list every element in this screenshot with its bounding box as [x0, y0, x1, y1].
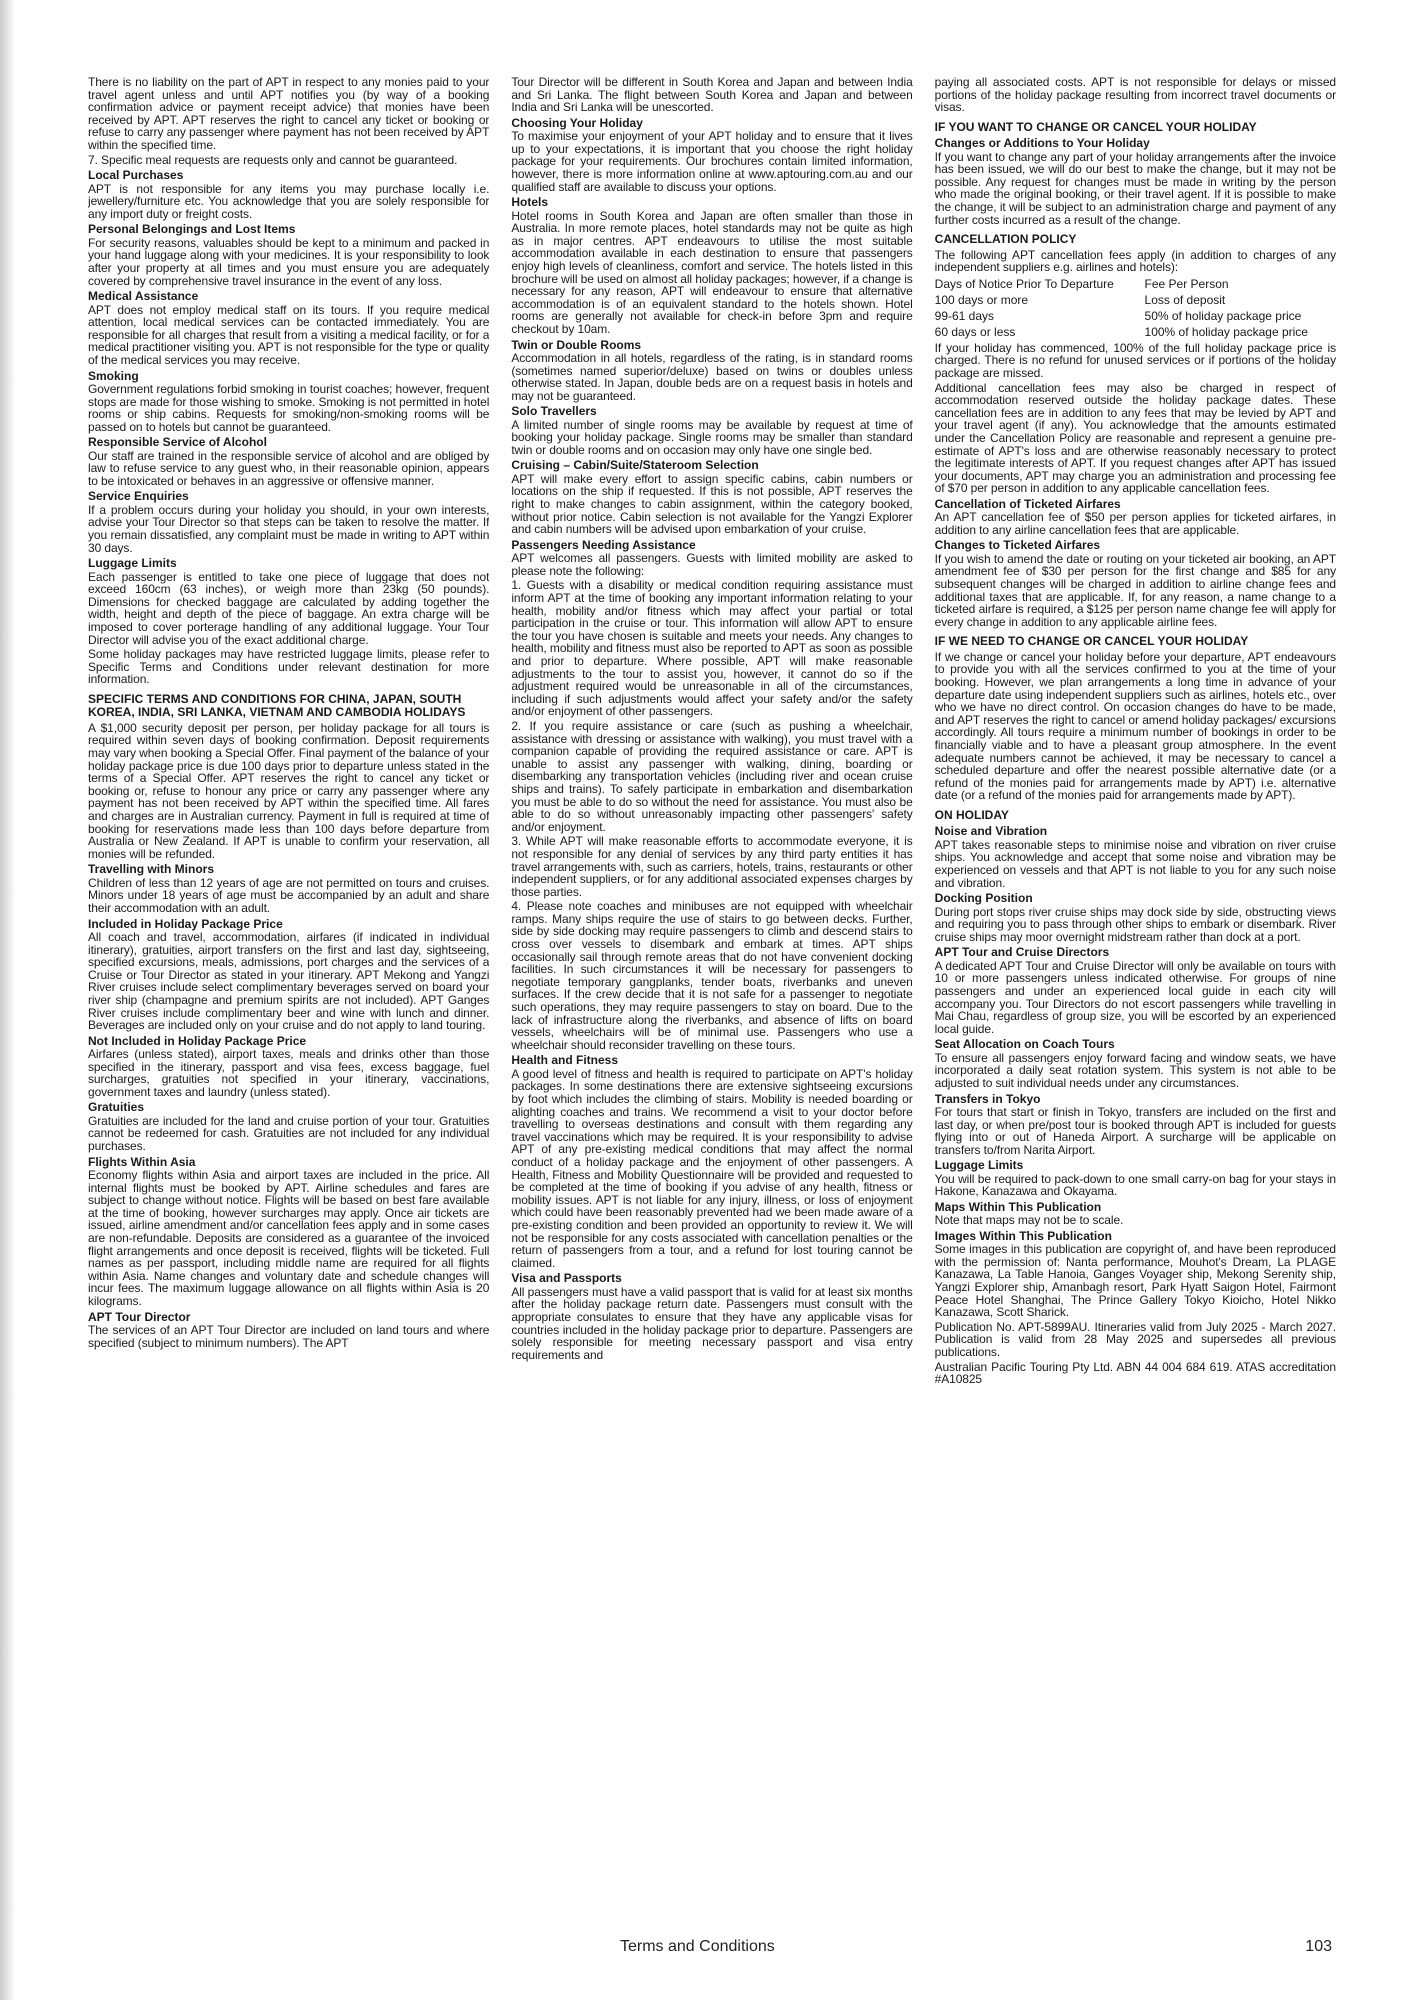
- paragraph: A good level of fitness and health is required to participate on APT's holiday packages. In some destinations there are extensive sightseeing excursions by foot which includes the climbing of stairs. Mobility is needed boarding or alighting coaches and trains. We recommend a visit to your doctor before travelling to overseas destinations and consult with them regarding any travel vaccinations which may be required. It is your responsibility to advise APT of any pre-existing medical conditions that may affect the normal conduct of a holiday package and the enjoyment of other passengers. A Health, Fitness and Mobility Questionnaire will be provided and requested to be completed at the time of booking if you advise of any health, fitness or mobility issues. APT is not liable for any injury, illness, or loss of enjoyment which could have been reasonably prevented had we been made aware of a pre-existing condition and been provided an opportunity to review it. We will not be responsible for any costs associated with cancellation penalties or the return of passengers from a tour, and a refund for lost touring cannot be claimed.: [511, 1066, 913, 1270]
- paragraph: 3. While APT will make reasonable efforts to accommodate everyone, it is not responsible for any denial of services by any third party entities it has travel arrangements with, such as carriers, hotels, trains, restaurants or other independent suppliers, or for any additional associated expenses charges by those parties.: [511, 834, 913, 899]
- table-cell: 100 days or more: [934, 292, 1029, 307]
- footer-section-title: Terms and Conditions: [620, 1938, 775, 1955]
- subheading: Included in Holiday Package Price: [88, 916, 283, 931]
- paragraph: The following APT cancellation fees apply (in addition to charges of any independent suppliers e.g. airlines and hotels):: [934, 247, 1336, 275]
- subheading: Smoking: [88, 368, 139, 383]
- page-binding-edge: [0, 0, 16, 2000]
- table-cell: Loss of deposit: [1144, 292, 1226, 307]
- paragraph: To maximise your enjoyment of your APT holiday and to ensure that it lives up to your expectations, it is important that you choose the right holiday package for your requirements. Our brochures contain limited information, however, there is more information online at www.aptouring.com.au and our qualified staff are available to discuss your options.: [511, 129, 913, 194]
- paragraph: To ensure all passengers enjoy forward facing and window seats, we have incorporated a daily seat rotation system. This system is not able to be adjusted to suit individual needs under any circumstances.: [934, 1050, 1336, 1090]
- paragraph: Some images in this publication are copyright of, and have been reproduced with the permission of: Nanta performance, Mouhot's Dream, La PLAGE Kanazawa, La Table Hanoia, Ganges Voyager ship, Mekong Serenity ship, Yangzi Explorer ship, Amanbagh resort, Park Hyatt Saigon Hotel, Fairmont Peace Hotel Shanghai, The Prince Gallery Tokyo Kioicho, Hotel Nikko Kanazawa, Scott Sharick.: [934, 1242, 1336, 1320]
- paragraph: APT does not employ medical staff on its tours. If you require medical attention, local medical services can be contacted immediately. You are responsible for all charges that result from a visiting a medical facility, or for a medical practitioner visiting you. APT is not responsible for the type or quality of the medical services you may receive.: [88, 302, 490, 367]
- paragraph: APT will make every effort to assign specific cabins, cabin numbers or locations on the ship if requested. If this is not possible, APT reserves the right to make changes to cabin assignment, within the category booked, without prior notice. Cabin selection is not available for the Yangzi Explorer and cabin numbers will be advised upon embarkation of your cruise.: [511, 471, 913, 537]
- paragraph: A $1,000 security deposit per person, per holiday package for all tours is required within seven days of booking confirmation. Deposit requirements may vary when booking a Special Offer. Final payment of the balance of your holiday package price is due 100 days prior to departure unless stated in the terms of a Special Offer. APT reserves the right to cancel any ticket or booking or, refuse to honour any price or carry any passenger where any payment has not been received by APT within the specified time. All fares and charges are in Australian currency. Payment in full is required at time of booking for reservations made less than 100 days before departure from Australia or New Zealand. If APT is unable to confirm your reservation, all monies will be refunded.: [88, 720, 490, 861]
- subheading: Changes to Ticketed Airfares: [934, 538, 1101, 553]
- paragraph: Note that maps may not be to scale.: [934, 1213, 1124, 1228]
- subheading: Maps Within This Publication: [934, 1199, 1102, 1214]
- paragraph: Accommodation in all hotels, regardless of the rating, is in standard rooms (sometimes named superior/deluxe) based on twins or doubles unless otherwise stated. In Japan, double beds are on a request basis in hotels and may not be guaranteed.: [511, 350, 913, 403]
- subheading: Medical Assistance: [88, 289, 199, 304]
- subheading: Flights Within Asia: [88, 1154, 196, 1169]
- section-heading: CANCELLATION POLICY: [934, 232, 1077, 247]
- subheading: Service Enquiries: [88, 489, 189, 504]
- subheading: Responsible Service of Alcohol: [88, 435, 267, 450]
- paragraph: If your holiday has commenced, 100% of the full holiday package price is charged. There is no refund for unused services or if portions of the holiday package are missed.: [934, 340, 1336, 380]
- subheading: Transfers in Tokyo: [934, 1091, 1041, 1106]
- paragraph: Our staff are trained in the responsible service of alcohol and are obliged by law to refuse service to any guest who, in their reasonable opinion, appears to be intoxicated or behaves in an aggressive or offensive manner.: [88, 448, 490, 488]
- table-cell: 99-61 days: [934, 308, 995, 323]
- table-row: [935, 324, 1336, 340]
- table-cell: 60 days or less: [934, 324, 1016, 339]
- page-number: 103: [1305, 1938, 1332, 1955]
- paragraph: Economy flights within Asia and airport taxes are included in the price. All internal flights must be booked by APT. Airline schedules and fares are subject to change without notice. Flights will be based on best fare available at the time of booking, however surcharges may apply. Once air tickets are issued, airline amendment and/or cancellation fees apply and in some cases are non-refundable. Deposits are considered as a guarantee of the invoiced flight arrangements and once deposit is received, flights will be ticketed. Full names as per passport, including middle name are required for all flights within Asia. Name changes and voluntary date and schedule changes will incur fees. The maximum luggage allowance on all flights within Asia is 20 kilograms.: [88, 1168, 490, 1308]
- subheading: Luggage Limits: [88, 556, 177, 571]
- terms-columns: [88, 76, 1336, 1886]
- paragraph: A limited number of single rooms may be available by request at time of booking your holiday package. Single rooms may be smaller than standard twin or double rooms and on occasion may only have one single bed.: [511, 417, 913, 457]
- paragraph: Additional cancellation fees may also be charged in respect of accommodation reserved outside the holiday package dates. These cancellation fees are in addition to any fees that may be levied by APT and your travel agent (if any). You acknowledge that the amounts estimated under the Cancellation Policy are reasonable and represent a genuine pre-estimate of APT's loss and are otherwise reasonably necessary to protect the legitimate interests of APT. If you request changes after APT has issued your documents, APT may charge you an administration and processing fee of $70 per person in addition to any applicable cancellation fees.: [934, 380, 1336, 496]
- paragraph: If a problem occurs during your holiday you should, in your own interests, advise your Tour Director so that steps can be taken to resolve the matter. If you remain dissatisfied, any complaint must be made in writing to APT within 30 days.: [88, 502, 490, 555]
- subheading: Not Included in Holiday Package Price: [88, 1033, 307, 1048]
- paragraph: All coach and travel, accommodation, airfares (if indicated in individual itinerary), gratuities, airport transfers on the first and last day, sightseeing, specified excursions, meals, admissions, port charges and the services of a Cruise or Tour Director as stated in your itinerary. APT Mekong and Yangzi River cruises include select complimentary beverages served on board your river ship (champagne and premium spirits are not included). APT Ganges River cruises include complimentary beer and wine with lunch and dinner. Beverages are included only on your cruise and do not apply to land touring.: [88, 929, 490, 1033]
- table-row: [935, 308, 1336, 324]
- subheading: Choosing Your Holiday: [511, 115, 643, 130]
- paragraph: If you want to change any part of your holiday arrangements after the invoice has been issued, we will do our best to make the change, but it may not be possible. Any request for changes must be made in writing by the person who made the original booking, or their travel agent. If it is possible to make the change, it will be subject to an administration charge and payment of any further costs incurred as a result of the change.: [934, 149, 1336, 227]
- section-heading: IF YOU WANT TO CHANGE OR CANCEL YOUR HOLIDAY: [934, 119, 1257, 134]
- paragraph: Airfares (unless stated), airport taxes, meals and drinks other than those specified in the itinerary, passport and visa fees, excess baggage, fuel surcharges, gratuities not specified in your itinerary, vaccinations, government taxes and laundry (unless stated).: [88, 1047, 490, 1099]
- paragraph: During port stops river cruise ships may dock side by side, obstructing views and requiring you to pass through other ships to embark or disembark. River cruise ships may moor overnight midstream rather than dock at a port.: [934, 904, 1336, 944]
- column-2: [511, 76, 912, 1886]
- subheading: Luggage Limits: [934, 1158, 1024, 1173]
- paragraph: For security reasons, valuables should be kept to a minimum and packed in your hand luggage along with your medicines. It is your responsibility to look after your property at all times and you must ensure you are adequately covered by comprehensive travel insurance in the event of any loss.: [88, 235, 490, 288]
- paragraph: Children of less than 12 years of age are not permitted on tours and cruises. Minors under 18 years of age must be accompanied by an adult and share their accommodation with an adult.: [88, 875, 490, 915]
- paragraph: You will be required to pack-down to one small carry-on bag for your stays in Hakone, Kanazawa and Okayama.: [934, 1171, 1336, 1199]
- paragraph: Australian Pacific Touring Pty Ltd. ABN 44 004 684 619. ATAS accreditation #A10825: [934, 1359, 1336, 1387]
- paragraph: APT takes reasonable steps to minimise noise and vibration on river cruise ships. You acknowledge and accept that some noise and vibration may be experienced on vessels and that APT is not liable to you for any such noise and vibration.: [934, 837, 1336, 890]
- table-header-cell: Fee Per Person: [1144, 276, 1229, 291]
- paragraph: Gratuities are included for the land and cruise portion of your tour. Gratuities cannot be redeemed for cash. Gratuities are not included for any individual purchases.: [88, 1113, 490, 1154]
- column-3: [935, 76, 1336, 1886]
- paragraph: paying all associated costs. APT is not responsible for delays or missed portions of the holiday package resulting from incorrect travel documents or visas.: [934, 76, 1336, 115]
- paragraph: There is no liability on the part of APT in respect to any monies paid to your travel agent unless and until APT notifies you (by way of a booking confirmation advice or payment receipt advice) that monies have been received by APT. APT reserves the right to cancel any ticket or booking or refuse to carry any passenger where payment has not been received by APT within the specified time.: [88, 76, 490, 152]
- subheading: Hotels: [511, 195, 549, 210]
- paragraph: For tours that start or finish in Tokyo, transfers are included on the first and last day, or when pre/post tour is booked through APT is included for guests flying into or out of Haneda Airport. A surcharge will be applicable on transfers to/from Narita Airport.: [934, 1104, 1336, 1157]
- paragraph: If we change or cancel your holiday before your departure, APT endeavours to provide you with all the services confirmed to you at the time of your booking. However, we plan arrangements a long time in advance of your departure date using independent suppliers such as airlines, hotels etc., over who we have no direct control. On occasion changes do have to be made, and APT reserves the right to cancel or amend holiday packages/ excursions accordingly. All tours require a minimum number of bookings in order to be financially viable and to have a pleasant group atmosphere. In the event adequate numbers cannot be achieved, it may be necessary to cancel a scheduled departure and offer the nearest possible alternative date (or a refund of the monies paid for arrangements made by APT) i.e. alternative date (or a refund of the monies paid for arrangements made by APT).: [934, 649, 1336, 803]
- paragraph: 4. Please note coaches and minibuses are not equipped with wheelchair ramps. Many ships require the use of stairs to go between decks. Further, side by side docking may require passengers to climb and descend stairs to cross over vessels to disembark and embark at times. APT ships occasionally sail through remote areas that do not have convenient docking facilities. In such circumstances it will be necessary for passengers to negotiate temporary gangplanks, tender boats, riverbanks and uneven surfaces. If the crew decide that it is not safe for a passenger to negotiate such operations, they may require passengers to stay on board. Due to the lack of infrastructure along the riverbanks, and absence of lifts on board vessels, wheelchairs will be of minimal use. Passengers who use a wheelchair should reconsider travelling on these tours.: [511, 899, 913, 1052]
- paragraph: APT is not responsible for any items you may purchase locally i.e. jewellery/furniture etc. You acknowledge that you are solely responsible for any import duty or freight costs.: [88, 181, 490, 221]
- paragraph: A dedicated APT Tour and Cruise Director will only be available on tours with 10 or more passengers unless indicated otherwise. For groups of nine passengers and under an experienced local guide in each city will accompany you. Tour Directors do not escort passengers while travelling in Mai Chau, regardless of group size, you will be escorted by an experienced local guide.: [934, 958, 1336, 1036]
- table-cell: 100% of holiday package price: [1144, 324, 1308, 339]
- subheading: Personal Belongings and Lost Items: [88, 222, 296, 237]
- table-header-cell: Days of Notice Prior To Departure: [934, 276, 1114, 291]
- subheading: Docking Position: [934, 891, 1033, 906]
- paragraph: All passengers must have a valid passport that is valid for at least six months after the holiday package return date. Passengers must consult with the appropriate consulates to ensure that they have any applicable visas for countries included in the holiday package prior to departure. Passengers are solely responsible for meeting necessary passport and visa entry requirements and: [511, 1284, 913, 1362]
- subheading: Visa and Passports: [511, 1271, 622, 1286]
- paragraph: An APT cancellation fee of $50 per person applies for ticketed airfares, in addition to any airline cancellation fees that are applicable.: [934, 510, 1336, 537]
- section-heading: ON HOLIDAY: [934, 807, 1009, 822]
- subheading: Health and Fitness: [511, 1053, 619, 1068]
- subheading: APT Tour and Cruise Directors: [934, 945, 1110, 960]
- subheading: Changes or Additions to Your Holiday: [934, 136, 1150, 151]
- subheading: Twin or Double Rooms: [511, 337, 642, 352]
- subheading: APT Tour Director: [88, 1309, 191, 1324]
- paragraph: 2. If you require assistance or care (such as pushing a wheelchair, assistance with dressing or assistance with walking), you must travel with a companion capable of providing the required assistance or care. APT is unable to assist any passenger with walking, dining, boarding or disembarking any transportation vehicles (including river and ocean cruise ships and trains). To safely participate in embarkation and disembarkation you must be able to do so without the need for assistance. You must also be able to do so without unreasonably impacting other passengers' safety and/or enjoyment.: [511, 718, 913, 834]
- subheading: Seat Allocation on Coach Tours: [934, 1037, 1115, 1052]
- paragraph: Each passenger is entitled to take one piece of luggage that does not exceed 160cm (63 inches), or weigh more than 23kg (50 pounds). Dimensions for checked baggage are calculated by adding together the width, height and depth of the piece of baggage. An extra charge will be imposed to cover porterage handling of any additional luggage. Your Tour Director will advise you of the exact additional charge.: [88, 569, 490, 647]
- subheading: Images Within This Publication: [934, 1228, 1112, 1243]
- paragraph: If you wish to amend the date or routing on your ticketed air booking, an APT amendment fee of $30 per person for the first change and $85 for any subsequent changes will be charged in addition to airline change fees and additional taxes that are applicable. If, for any reason, a name change to a ticketed airfare is required, a $125 per person name change fee will apply for every change in addition to any applicable airline fees.: [934, 551, 1336, 629]
- paragraph: 1. Guests with a disability or medical condition requiring assistance must inform APT at the time of booking any important information relating to your health, mobility and/or fitness which may affect your partial or total participation in the cruise or tour. This information will allow APT to ensure the tour you have chosen is suitable and meets your needs. Any changes to health, mobility and fitness must also be reported to APT as soon as possible and prior to departure. Where possible, APT will make reasonable adjustments to the tour to assist you, however, it cannot do so if the adjustment required would be unreasonable in all of the circumstances, including if such adjustments would affect your safety and/or the safety and/or enjoyment of other passengers.: [511, 578, 913, 719]
- subheading: Cruising – Cabin/Suite/Stateroom Selection: [511, 458, 759, 473]
- paragraph: Publication No. APT-5899AU. Itineraries valid from July 2025 - March 2027. Publication is valid from 28 May 2025 and supersedes all previous publications.: [934, 1319, 1336, 1360]
- paragraph: 7. Specific meal requests are requests only and cannot be guaranteed.: [88, 152, 458, 167]
- subheading: Solo Travellers: [511, 404, 597, 419]
- paragraph: Government regulations forbid smoking in tourist coaches; however, frequent stops are made for those wishing to smoke. Smoking is not permitted in hotel rooms or ship cabins. Requests for smoking/non-smoking rooms will be passed on to hotels but cannot be guaranteed.: [88, 381, 490, 434]
- paragraph: The services of an APT Tour Director are included on land tours and where specified (subject to minimum numbers). The APT: [88, 1323, 490, 1350]
- paragraph: Some holiday packages may have restricted luggage limits, please refer to Specific Terms and Conditions under relevant destination for more information.: [88, 647, 490, 687]
- paragraph: Hotel rooms in South Korea and Japan are often smaller than those in Australia. In more remote places, hotel standards may not be quite as high as in major centres. APT endeavours to utilise the most suitable accommodation available in each destination to ensure that passengers enjoy high levels of cleanliness, comfort and service. The hotels listed in this brochure will be used on almost all holiday packages; however, if a change is necessary for any reason, APT will endeavour to ensure that alternative accommodation is of an equivalent standard to the hotels shown. Hotel rooms are generally not available for check-in before 3pm and require checkout by 10am.: [511, 208, 913, 336]
- cancellation-fee-table: [935, 276, 1336, 340]
- subheading: Travelling with Minors: [88, 862, 215, 877]
- paragraph: Tour Director will be different in South Korea and Japan and between India and Sri Lanka. The flight between South Korea and Japan and between India and Sri Lanka will be unescorted.: [511, 76, 913, 115]
- table-row: [935, 292, 1336, 308]
- column-1: [88, 76, 489, 1886]
- subheading: Local Purchases: [88, 168, 184, 183]
- section-heading: IF WE NEED TO CHANGE OR CANCEL YOUR HOLIDAY: [934, 634, 1249, 649]
- paragraph: APT welcomes all passengers. Guests with limited mobility are asked to please note the following:: [511, 551, 913, 578]
- subheading: Cancellation of Ticketed Airfares: [934, 496, 1121, 511]
- subheading: Noise and Vibration: [934, 824, 1048, 839]
- subheading: Passengers Needing Assistance: [511, 537, 696, 552]
- subheading: Gratuities: [88, 1100, 145, 1115]
- table-cell: 50% of holiday package price: [1144, 308, 1302, 323]
- section-heading: SPECIFIC TERMS AND CONDITIONS FOR CHINA, JAPAN, SOUTH KOREA, INDIA, SRI LANKA, VIETNAM AND CAMBODIA HOLIDAYS: [88, 692, 466, 720]
